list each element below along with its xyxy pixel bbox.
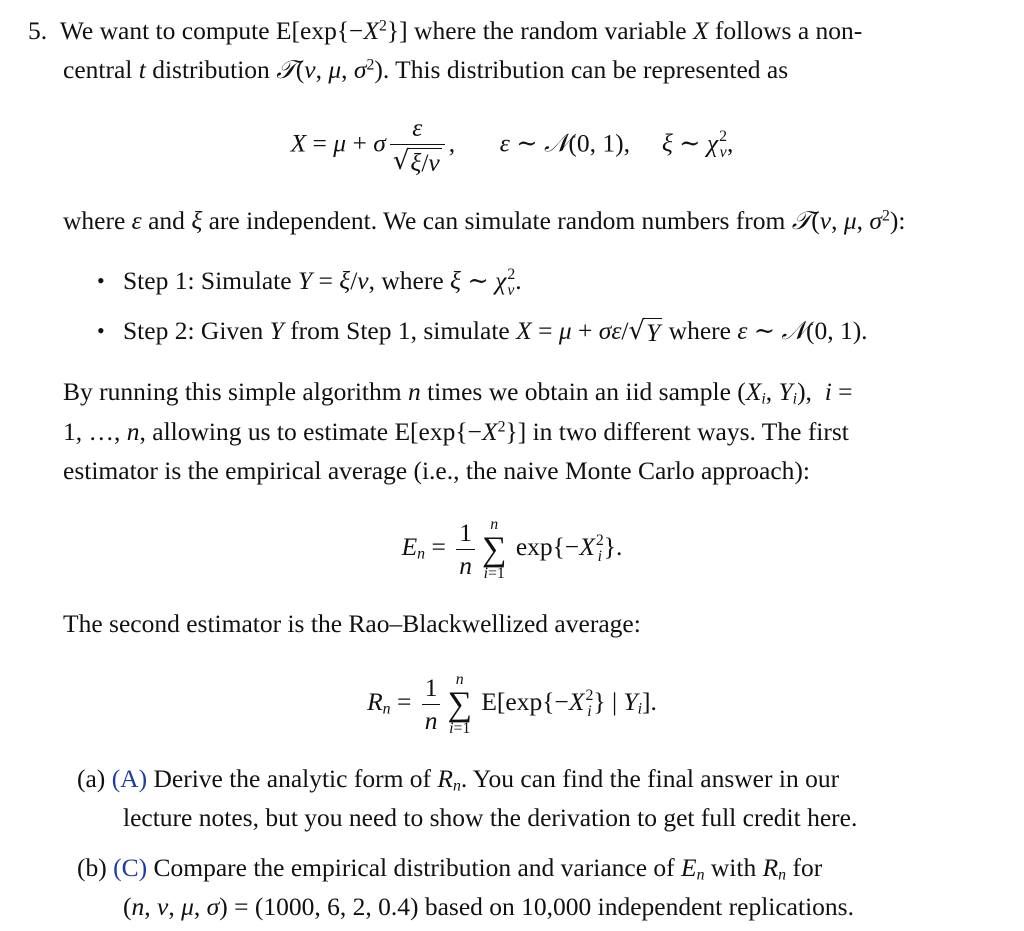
bullet-1: • bbox=[97, 268, 105, 293]
second-estimator-line: The second estimator is the Rao–Blackwellized average: bbox=[63, 609, 641, 638]
part-a-line-1: (a) (A) Derive the analytic form of $R_n$. You can find the final answer in our bbox=[77, 764, 840, 795]
step-1: Step 1: Simulate Y = ξ/ν, where ξ ∼ χ 2 ν . bbox=[123, 265, 522, 300]
part-b-line-1: (b) (C) Compare the empirical distribution and variance of $E_n$ with $R_n$ for bbox=[77, 853, 823, 884]
step-2: Step 2: Given Y from Step 1, simulate X = μ + σε/ √ Y where ε ∼ 𝒩(0, 1). bbox=[123, 316, 868, 347]
algo-line-2: 1, …, n, allowing us to estimate $E[\exp\{-X^2\}]$ in two different ways. The first bbox=[63, 417, 849, 446]
bullet-2: • bbox=[97, 318, 105, 343]
problem-number: 5. bbox=[28, 16, 48, 45]
independence-line: where ε and ξ are independent. We can simulate random numbers from 𝒯(ν, μ, $\sigma^2$): bbox=[63, 206, 906, 236]
part-b-line-2: (n, ν, μ, σ) = (1000, 6, 2, 0.4) based on 10,000 independent replications. bbox=[123, 892, 854, 921]
problem-intro-line-2: central t distribution 𝒯(ν, μ, $\sigma^2$). This distribution can be represented as bbox=[63, 55, 789, 85]
part-a-line-2: lecture notes, but you need to show the derivation to get full credit here. bbox=[123, 803, 858, 832]
rao-blackwell-equation: $R_n$ = $\frac{1}{n}$ n ∑ i=1 E[exp{−X 2 i } | $Y_i$]. bbox=[367, 671, 657, 737]
algo-line-3: estimator is the empirical average (i.e., the naive Monte Carlo approach): bbox=[63, 456, 810, 485]
problem-intro-line-1: 5. We want to compute $E[\exp\{-X^2\}]$ where the random variable X follows a non- bbox=[28, 16, 863, 45]
part-b-label: (b) bbox=[77, 853, 107, 882]
empirical-average-equation: $E_n$ = $\frac{1}{n}$ n ∑ i=1 exp{−X 2 i }. bbox=[401, 516, 623, 582]
part-b-tag: (C) bbox=[113, 853, 148, 882]
algo-line-1: By running this simple algorithm n times we obtain an iid sample ($X_i$, $Y_i$), i = bbox=[63, 377, 853, 408]
part-a-tag: (A) bbox=[111, 764, 148, 793]
part-a-label: (a) bbox=[77, 764, 106, 793]
representation-equation: X = μ + σ ε √ ξ/ν , ε ∼ 𝒩(0, 1), ξ ∼ χ 2 ν , bbox=[290, 113, 734, 178]
